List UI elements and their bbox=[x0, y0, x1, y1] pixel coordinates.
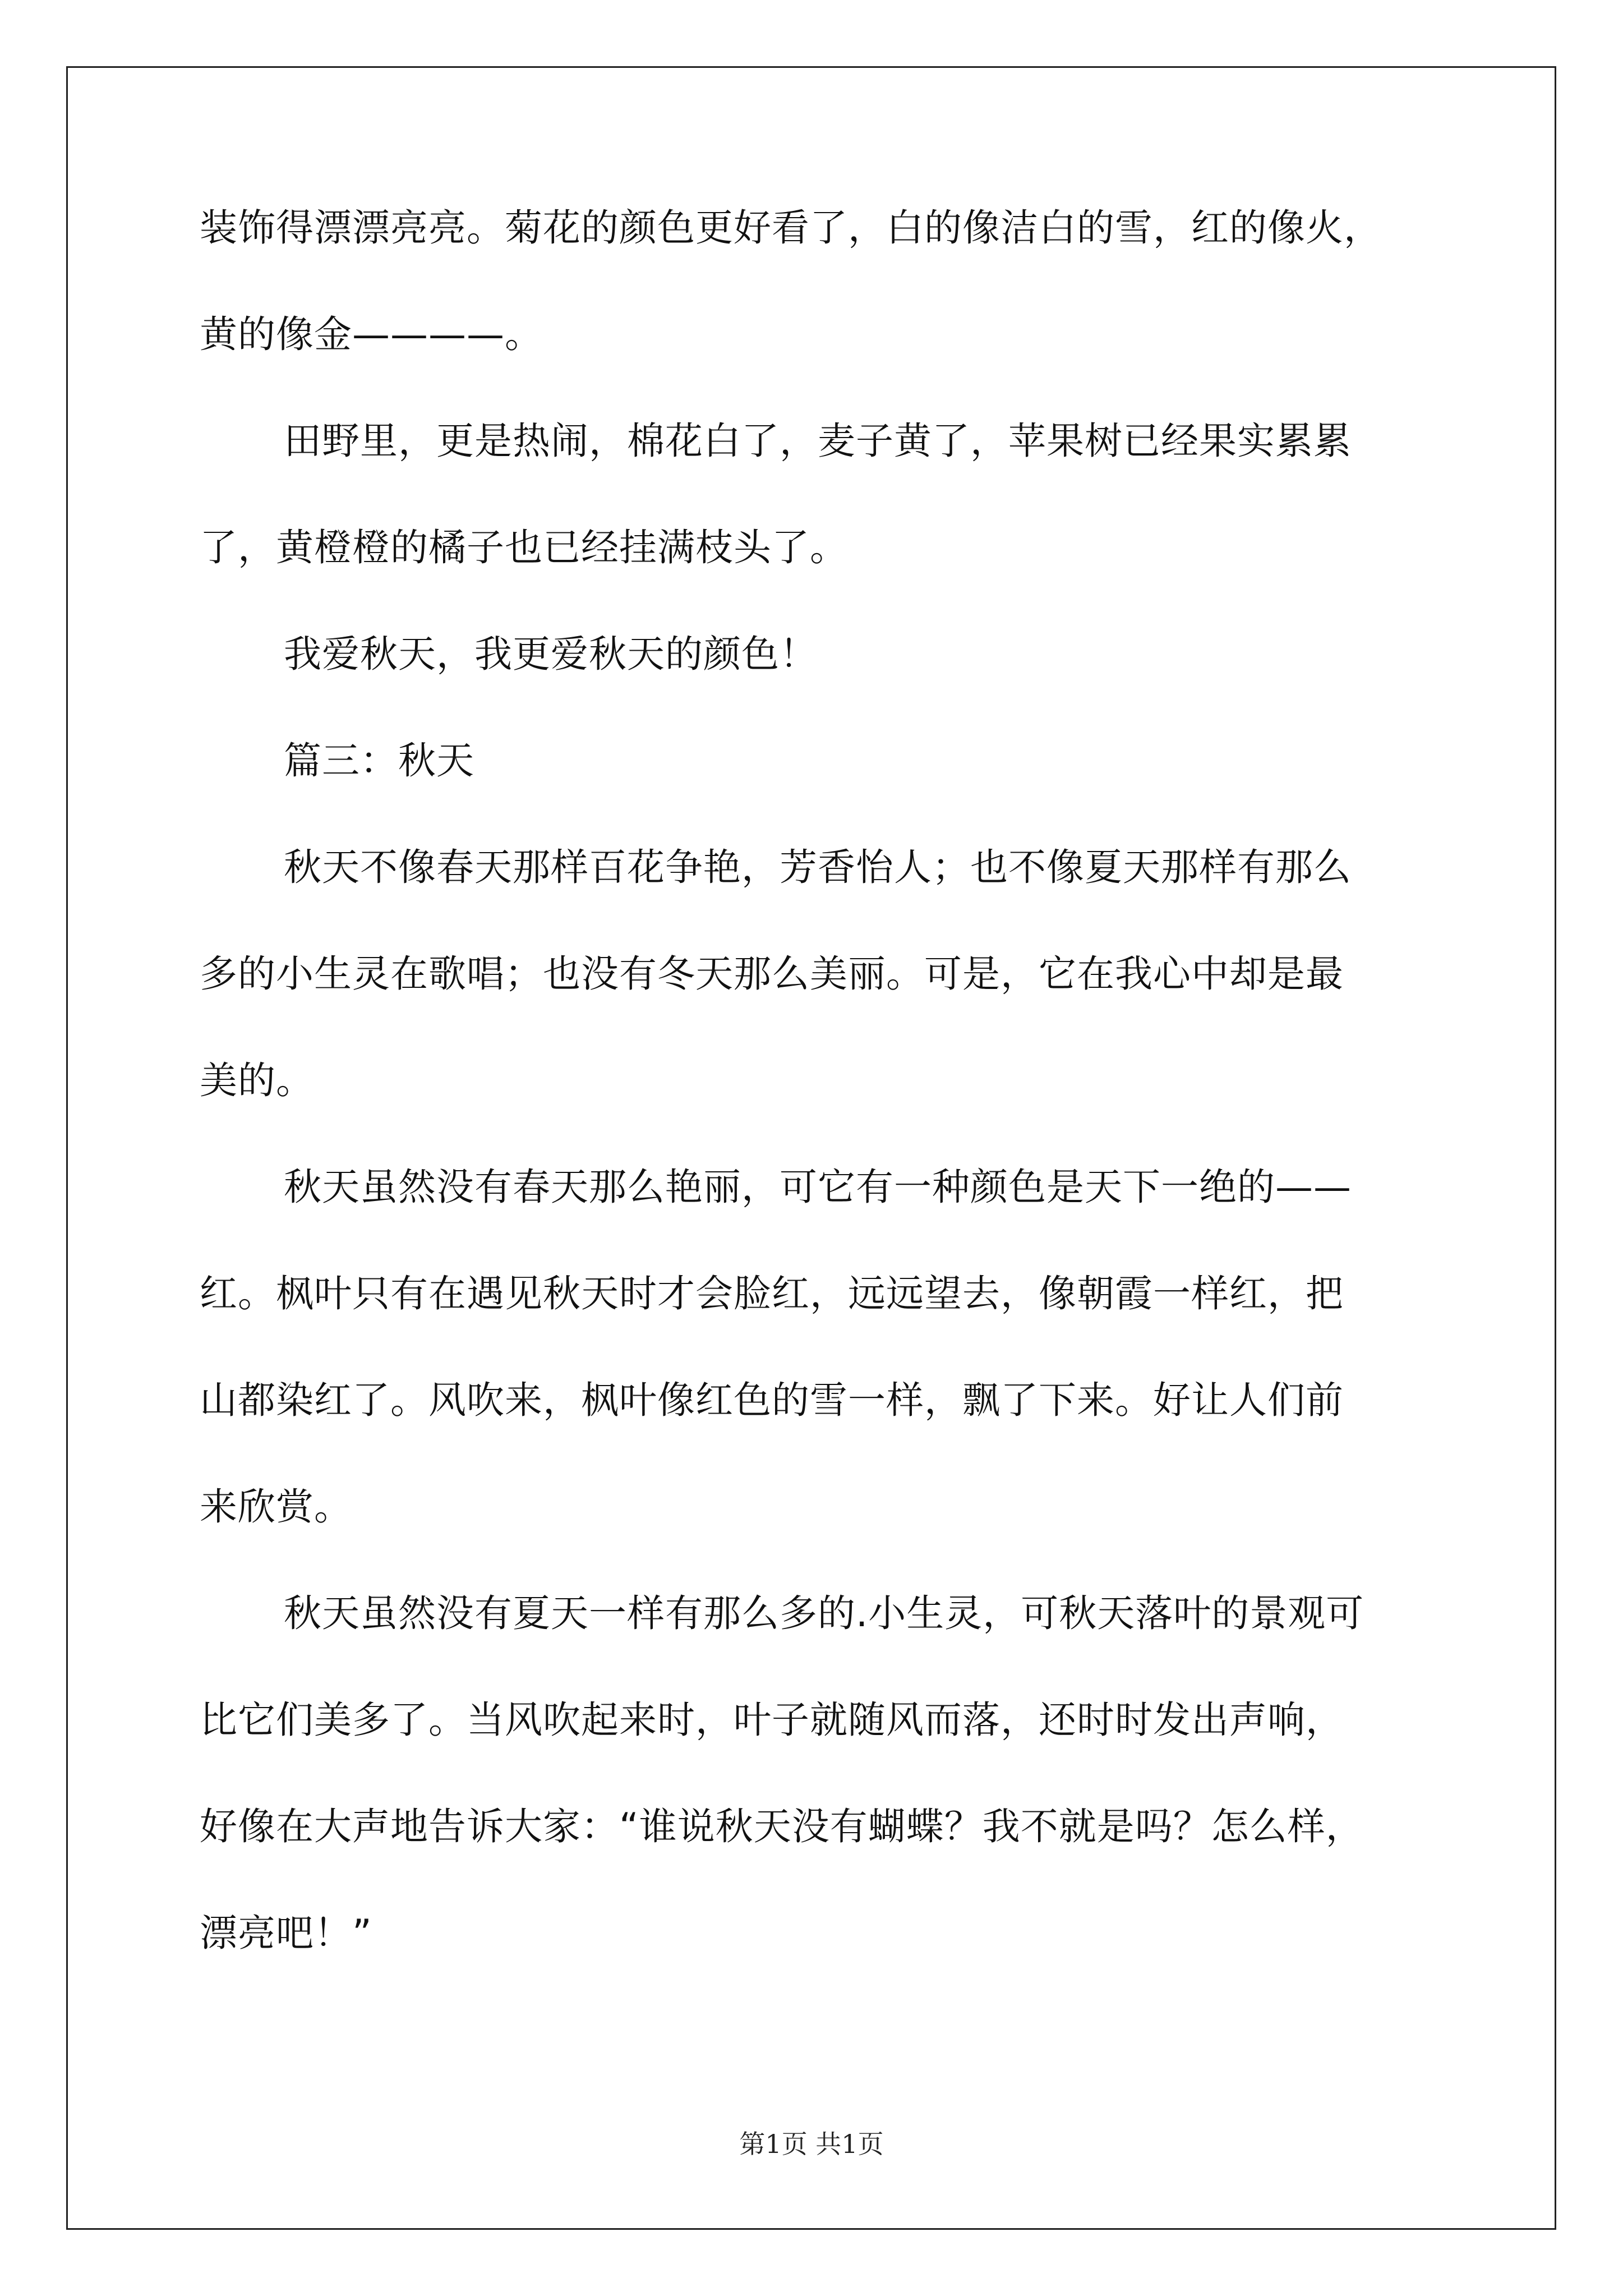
document-body bbox=[200, 206, 1433, 2021]
page-footer: 第1页 共1页 bbox=[739, 2129, 884, 2159]
text-line: 来欣赏。 bbox=[200, 1485, 352, 1529]
text-line: 黄的像金————。 bbox=[200, 312, 543, 356]
text-line: 比它们美多了。当风吹起来时，叶子就随风而落，还时时发出声响， bbox=[200, 1698, 1344, 1742]
text-line: 多的小生灵在歌唱；也没有冬天那么美丽。可是，它在我心中却是最 bbox=[200, 952, 1344, 996]
paragraph-start: 田野里，更是热闹，棉花白了，麦子黄了，苹果树已经果实累累 bbox=[284, 419, 1352, 463]
text-line: 漂亮吧！” bbox=[200, 1911, 372, 1955]
paragraph-start: 秋天虽然没有夏天一样有那么多的.小生灵，可秋天落叶的景观可 bbox=[284, 1591, 1364, 1635]
text-line: 装饰得漂漂亮亮。菊花的颜色更好看了，白的像洁白的雪，红的像火， bbox=[200, 206, 1382, 250]
text-line: 山都染红了。风吹来，枫叶像红色的雪一样，飘了下来。好让人们前 bbox=[200, 1378, 1344, 1422]
paragraph-start: 秋天虽然没有春天那么艳丽，可它有一种颜色是天下一绝的—— bbox=[284, 1165, 1352, 1209]
paragraph-start: 秋天不像春天那样百花争艳，芳香怡人；也不像夏天那样有那么 bbox=[284, 845, 1352, 889]
text-line: 好像在大声地告诉大家：“谁说秋天没有蝴蝶？我不就是吗？怎么样， bbox=[200, 1805, 1364, 1848]
text-line: 红。枫叶只有在遇见秋天时才会脸红，远远望去，像朝霞一样红，把 bbox=[200, 1272, 1344, 1315]
paragraph-start: 我爱秋天，我更爱秋天的颜色！ bbox=[284, 632, 818, 676]
text-line: 美的。 bbox=[200, 1059, 314, 1102]
section-heading: 篇三：秋天 bbox=[284, 739, 474, 783]
text-line: 了，黄橙橙的橘子也已经挂满枝头了。 bbox=[200, 526, 848, 569]
